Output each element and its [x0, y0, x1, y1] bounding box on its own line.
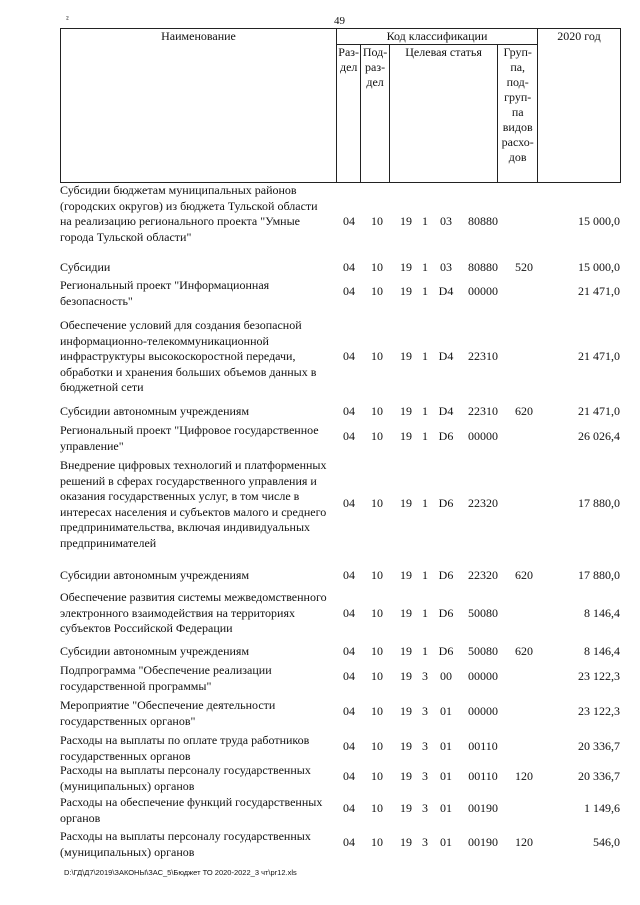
row-amount: 8 146,4	[584, 606, 620, 620]
row-target-subprogram: 1	[422, 404, 428, 418]
row-subsection: 10	[371, 704, 383, 718]
row-target-program: 19	[400, 496, 412, 510]
row-amount: 21 471,0	[578, 404, 620, 418]
row-target-program: 19	[400, 704, 412, 718]
row-target-direction: 22310	[468, 349, 498, 363]
row-target-subprogram: 3	[422, 801, 428, 815]
row-target-program: 19	[400, 769, 412, 783]
row-name: Расходы на выплаты по оплате труда работников государственных органов	[60, 733, 310, 763]
row-target-direction: 00000	[468, 704, 498, 718]
row-target-direction: 22320	[468, 568, 498, 582]
row-name: Субсидии автономным учреждениям	[60, 404, 250, 418]
row-amount: 546,0	[593, 835, 620, 849]
row-target-subprogram: 1	[422, 349, 428, 363]
header-subsection: Под- раз- дел	[361, 45, 389, 183]
row-subsection: 10	[371, 669, 383, 683]
row-section: 04	[343, 606, 355, 620]
row-target-program: 19	[400, 644, 412, 658]
row-amount: 17 880,0	[578, 496, 620, 510]
row-subsection: 10	[371, 606, 383, 620]
row-target-direction: 80880	[468, 260, 498, 274]
header-section: Раз- дел	[337, 45, 361, 183]
row-subsection: 10	[371, 404, 383, 418]
row-expense-group: 120	[515, 769, 533, 783]
row-subsection: 10	[371, 260, 383, 274]
row-target-direction: 80880	[468, 214, 498, 228]
row-target-program: 19	[400, 568, 412, 582]
row-target-event: 03	[440, 214, 452, 228]
row-section: 04	[343, 404, 355, 418]
row-section: 04	[343, 644, 355, 658]
row-subsection: 10	[371, 214, 383, 228]
row-name: Субсидии	[60, 260, 111, 274]
row-target-program: 19	[400, 349, 412, 363]
row-target-event: D6	[438, 429, 454, 443]
row-target-direction: 00000	[468, 669, 498, 683]
row-name: Расходы на выплаты персоналу государственных (муниципальных) органов	[60, 829, 311, 859]
row-name: Внедрение цифровых технологий и платформенных решений в сферах государственного управления и оказания государственных услуг, в том числе в интересах населения и субъектов малого и среднего предпринимательства, включая индивидуальных предпринимателей	[60, 458, 327, 550]
row-amount: 15 000,0	[578, 260, 620, 274]
row-target-program: 19	[400, 260, 412, 274]
corner-mark: ²	[66, 14, 69, 24]
row-target-event: D4	[438, 404, 454, 418]
row-expense-group: 120	[515, 835, 533, 849]
row-target-event: 03	[440, 260, 452, 274]
row-name: Мероприятие "Обеспечение деятельности государственных органов"	[60, 698, 276, 728]
row-target-direction: 50080	[468, 644, 498, 658]
row-target-event: D6	[438, 568, 454, 582]
row-name: Расходы на обеспечение функций государственных органов	[60, 795, 323, 825]
table-header	[60, 28, 621, 183]
row-name: Расходы на выплаты персоналу государственных (муниципальных) органов	[60, 763, 311, 793]
row-section: 04	[343, 284, 355, 298]
row-target-direction: 00110	[468, 769, 498, 783]
row-amount: 15 000,0	[578, 214, 620, 228]
row-expense-group: 620	[515, 404, 533, 418]
row-target-subprogram: 1	[422, 496, 428, 510]
row-name: Субсидии автономным учреждениям	[60, 644, 250, 658]
row-target-event: D4	[438, 349, 454, 363]
row-target-program: 19	[400, 801, 412, 815]
row-target-subprogram: 1	[422, 214, 428, 228]
row-target-direction: 50080	[468, 606, 498, 620]
row-target-subprogram: 3	[422, 769, 428, 783]
row-section: 04	[343, 214, 355, 228]
row-target-event: 01	[440, 835, 452, 849]
row-amount: 8 146,4	[584, 644, 620, 658]
row-section: 04	[343, 739, 355, 753]
row-target-event: 00	[440, 669, 452, 683]
row-target-event: 01	[440, 704, 452, 718]
row-subsection: 10	[371, 429, 383, 443]
row-name: Подпрограмма "Обеспечение реализации государственной программы"	[60, 663, 272, 693]
row-target-program: 19	[400, 214, 412, 228]
row-target-direction: 00190	[468, 835, 498, 849]
row-subsection: 10	[371, 739, 383, 753]
row-target-event: D6	[438, 496, 454, 510]
row-amount: 20 336,7	[578, 769, 620, 783]
row-target-event: D6	[438, 644, 454, 658]
row-subsection: 10	[371, 769, 383, 783]
row-section: 04	[343, 769, 355, 783]
header-code-group: Код классификации	[337, 29, 538, 45]
row-amount: 1 149,6	[584, 801, 620, 815]
row-target-subprogram: 3	[422, 739, 428, 753]
page-number: 49	[334, 15, 345, 27]
row-name: Обеспечение условий для создания безопасной информационно-телекоммуникационной инфраструктуры высокоскоростной передачи, обработки и хранения больших объемов данных в бюджетной сети	[60, 318, 317, 394]
row-subsection: 10	[371, 568, 383, 582]
row-expense-group: 620	[515, 644, 533, 658]
row-section: 04	[343, 349, 355, 363]
row-target-program: 19	[400, 429, 412, 443]
row-target-subprogram: 3	[422, 835, 428, 849]
row-target-event: 01	[440, 769, 452, 783]
row-amount: 21 471,0	[578, 284, 620, 298]
footer-file-path: D:\ГД\Д7\2019\ЗАКОНЫ\ЗАС_5\Бюджет ТО 2020-2022_3 чт\pr12.xls	[64, 868, 297, 877]
row-subsection: 10	[371, 349, 383, 363]
row-expense-group: 620	[515, 568, 533, 582]
row-section: 04	[343, 568, 355, 582]
row-target-subprogram: 1	[422, 284, 428, 298]
row-target-direction: 22320	[468, 496, 498, 510]
row-amount: 26 026,4	[578, 429, 620, 443]
row-name: Субсидии бюджетам муниципальных районов (городских округов) из бюджета Тульской области на реализацию регионального проекта "Умные города Тульской области"	[60, 183, 318, 244]
row-section: 04	[343, 496, 355, 510]
row-amount: 20 336,7	[578, 739, 620, 753]
row-subsection: 10	[371, 496, 383, 510]
row-target-event: 01	[440, 801, 452, 815]
row-target-direction: 00110	[468, 739, 498, 753]
header-name: Наименование	[61, 29, 337, 183]
row-name: Региональный проект "Информационная безопасность"	[60, 278, 270, 308]
row-section: 04	[343, 704, 355, 718]
row-target-subprogram: 1	[422, 568, 428, 582]
row-target-direction: 00190	[468, 801, 498, 815]
row-subsection: 10	[371, 835, 383, 849]
row-target-subprogram: 1	[422, 260, 428, 274]
row-section: 04	[343, 669, 355, 683]
row-target-subprogram: 1	[422, 429, 428, 443]
row-target-program: 19	[400, 835, 412, 849]
row-subsection: 10	[371, 801, 383, 815]
row-target-program: 19	[400, 404, 412, 418]
row-target-direction: 00000	[468, 429, 498, 443]
row-target-program: 19	[400, 606, 412, 620]
row-amount: 23 122,3	[578, 704, 620, 718]
row-target-direction: 22310	[468, 404, 498, 418]
row-amount: 23 122,3	[578, 669, 620, 683]
row-amount: 21 471,0	[578, 349, 620, 363]
row-name: Субсидии автономным учреждениям	[60, 568, 250, 582]
row-section: 04	[343, 801, 355, 815]
row-section: 04	[343, 835, 355, 849]
row-target-program: 19	[400, 284, 412, 298]
row-target-event: D6	[438, 606, 454, 620]
row-target-program: 19	[400, 669, 412, 683]
row-target-subprogram: 1	[422, 606, 428, 620]
row-target-program: 19	[400, 739, 412, 753]
row-name: Обеспечение развития системы межведомственного электронного взаимодействия на территориях субъектов Российской Федерации	[60, 590, 327, 635]
row-amount: 17 880,0	[578, 568, 620, 582]
row-subsection: 10	[371, 284, 383, 298]
row-name: Региональный проект "Цифровое государственное управление"	[60, 423, 319, 453]
row-target-subprogram: 3	[422, 704, 428, 718]
header-target-article: Целевая статья	[389, 45, 498, 183]
row-section: 04	[343, 260, 355, 274]
row-target-direction: 00000	[468, 284, 498, 298]
row-section: 04	[343, 429, 355, 443]
row-target-subprogram: 3	[422, 669, 428, 683]
header-expense-group: Груп- па, под- груп- па видов расхо- дов	[498, 45, 538, 183]
row-expense-group: 520	[515, 260, 533, 274]
row-target-event: 01	[440, 739, 452, 753]
row-target-subprogram: 1	[422, 644, 428, 658]
row-subsection: 10	[371, 644, 383, 658]
header-year: 2020 год	[538, 29, 621, 183]
row-target-event: D4	[438, 284, 454, 298]
